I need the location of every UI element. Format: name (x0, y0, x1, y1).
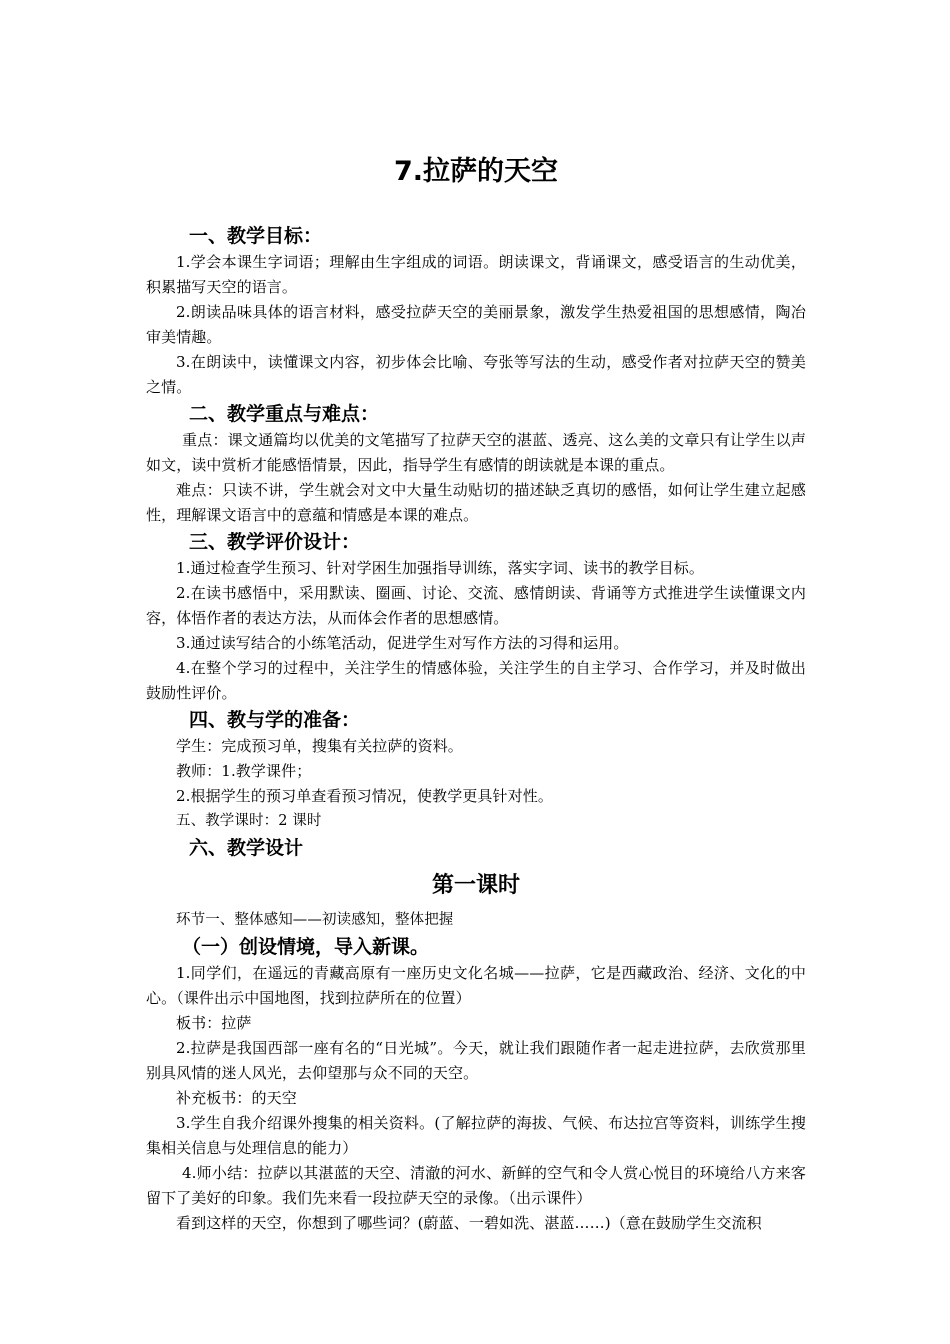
paragraph: 看到这样的天空，你想到了哪些词？(蔚蓝、一碧如洗、湛蓝……)（意在鼓励学生交流积 (176, 1214, 762, 1232)
paragraph: 4.在整个学习的过程中，关注学生的情感体验，关注学生的自主学习、合作学习，并及时做出鼓励性评价。 (146, 659, 806, 702)
lesson-heading: 第一课时 (431, 873, 520, 898)
paragraph: 2.根据学生的预习单查看预习情况，使教学更具针对性。 (176, 787, 553, 805)
paragraph: 1.学会本课生字词语；理解由生字组成的词语。朗读课文，背诵课文，感受语言的生动优美，积累描写天空的语言。 (146, 253, 806, 296)
section-heading-design: 六、教学设计 (189, 837, 304, 859)
document-title: 7.拉萨的天空 (393, 156, 559, 187)
sub-heading: （一）创设情境，导入新课。 (182, 936, 430, 958)
section-heading-key-points: 二、教学重点与难点： (189, 403, 380, 425)
paragraph: 1.同学们，在遥远的青藏高原有一座历史文化名城——拉萨，它是西藏政治、经济、文化的中心。（课件出示中国地图，找到拉萨所在的位置） (146, 964, 806, 1007)
document-body (146, 222, 806, 1236)
paragraph: 1.通过检查学生预习、针对学困生加强指导训练，落实字词、读书的教学目标。 (176, 559, 704, 577)
section-heading-objectives: 一、教学目标： (189, 225, 323, 247)
paragraph: 学生：完成预习单，搜集有关拉萨的资料。 (176, 737, 463, 755)
paragraph: 板书：拉萨 (176, 1014, 252, 1032)
paragraph: 2.在读书感悟中，采用默读、圈画、讨论、交流、感情朗读、背诵等方式推进学生读懂课文内容，体悟作者的表达方法，从而体会作者的思想感情。 (146, 584, 806, 627)
paragraph: 教师：1.教学课件； (176, 762, 312, 780)
paragraph: 补充板书：的天空 (176, 1089, 297, 1107)
paragraph: 环节一、整体感知——初读感知，整体把握 (176, 912, 454, 928)
paragraph: 3.通过读写结合的小练笔活动，促进学生对写作方法的习得和运用。 (176, 634, 629, 652)
paragraph: 4.师小结：拉萨以其湛蓝的天空、清澈的河水、新鲜的空气和令人赏心悦目的环境给八方来客留下了美好的印象。我们先来看一段拉萨天空的录像。（出示课件） (146, 1164, 806, 1207)
paragraph: 3.在朗读中，读懂课文内容，初步体会比喻、夸张等写法的生动，感受作者对拉萨天空的赞美之情。 (146, 353, 806, 396)
paragraph: 2.朗读品味具体的语言材料，感受拉萨天空的美丽景象，激发学生热爱祖国的思想感情，陶冶审美情趣。 (146, 303, 806, 346)
paragraph: 3.学生自我介绍课外搜集的相关资料。(了解拉萨的海拔、气候、布达拉宫等资料，训练学生搜集相关信息与处理信息的能力） (146, 1114, 806, 1157)
paragraph: 难点：只读不讲，学生就会对文中大量生动贴切的描述缺乏真切的感悟，如何让学生建立起感性，理解课文语言中的意蕴和情感是本课的难点。 (146, 481, 806, 524)
paragraph: 重点：课文通篇均以优美的文笔描写了拉萨天空的湛蓝、透亮、这么美的文章只有让学生以声如文，读中赏析才能感悟情景，因此，指导学生有感情的朗读就是本课的重点。 (146, 431, 806, 474)
paragraph: 五、教学课时：2 课时 (176, 813, 322, 829)
paragraph: 2.拉萨是我国西部一座有名的“日光城”。今天，就让我们跟随作者一起走进拉萨，去欣赏那里别具风情的迷人风光，去仰望那与众不同的天空。 (146, 1039, 806, 1082)
section-heading-evaluation: 三、教学评价设计： (189, 531, 361, 553)
section-heading-preparation: 四、教与学的准备： (189, 709, 361, 731)
